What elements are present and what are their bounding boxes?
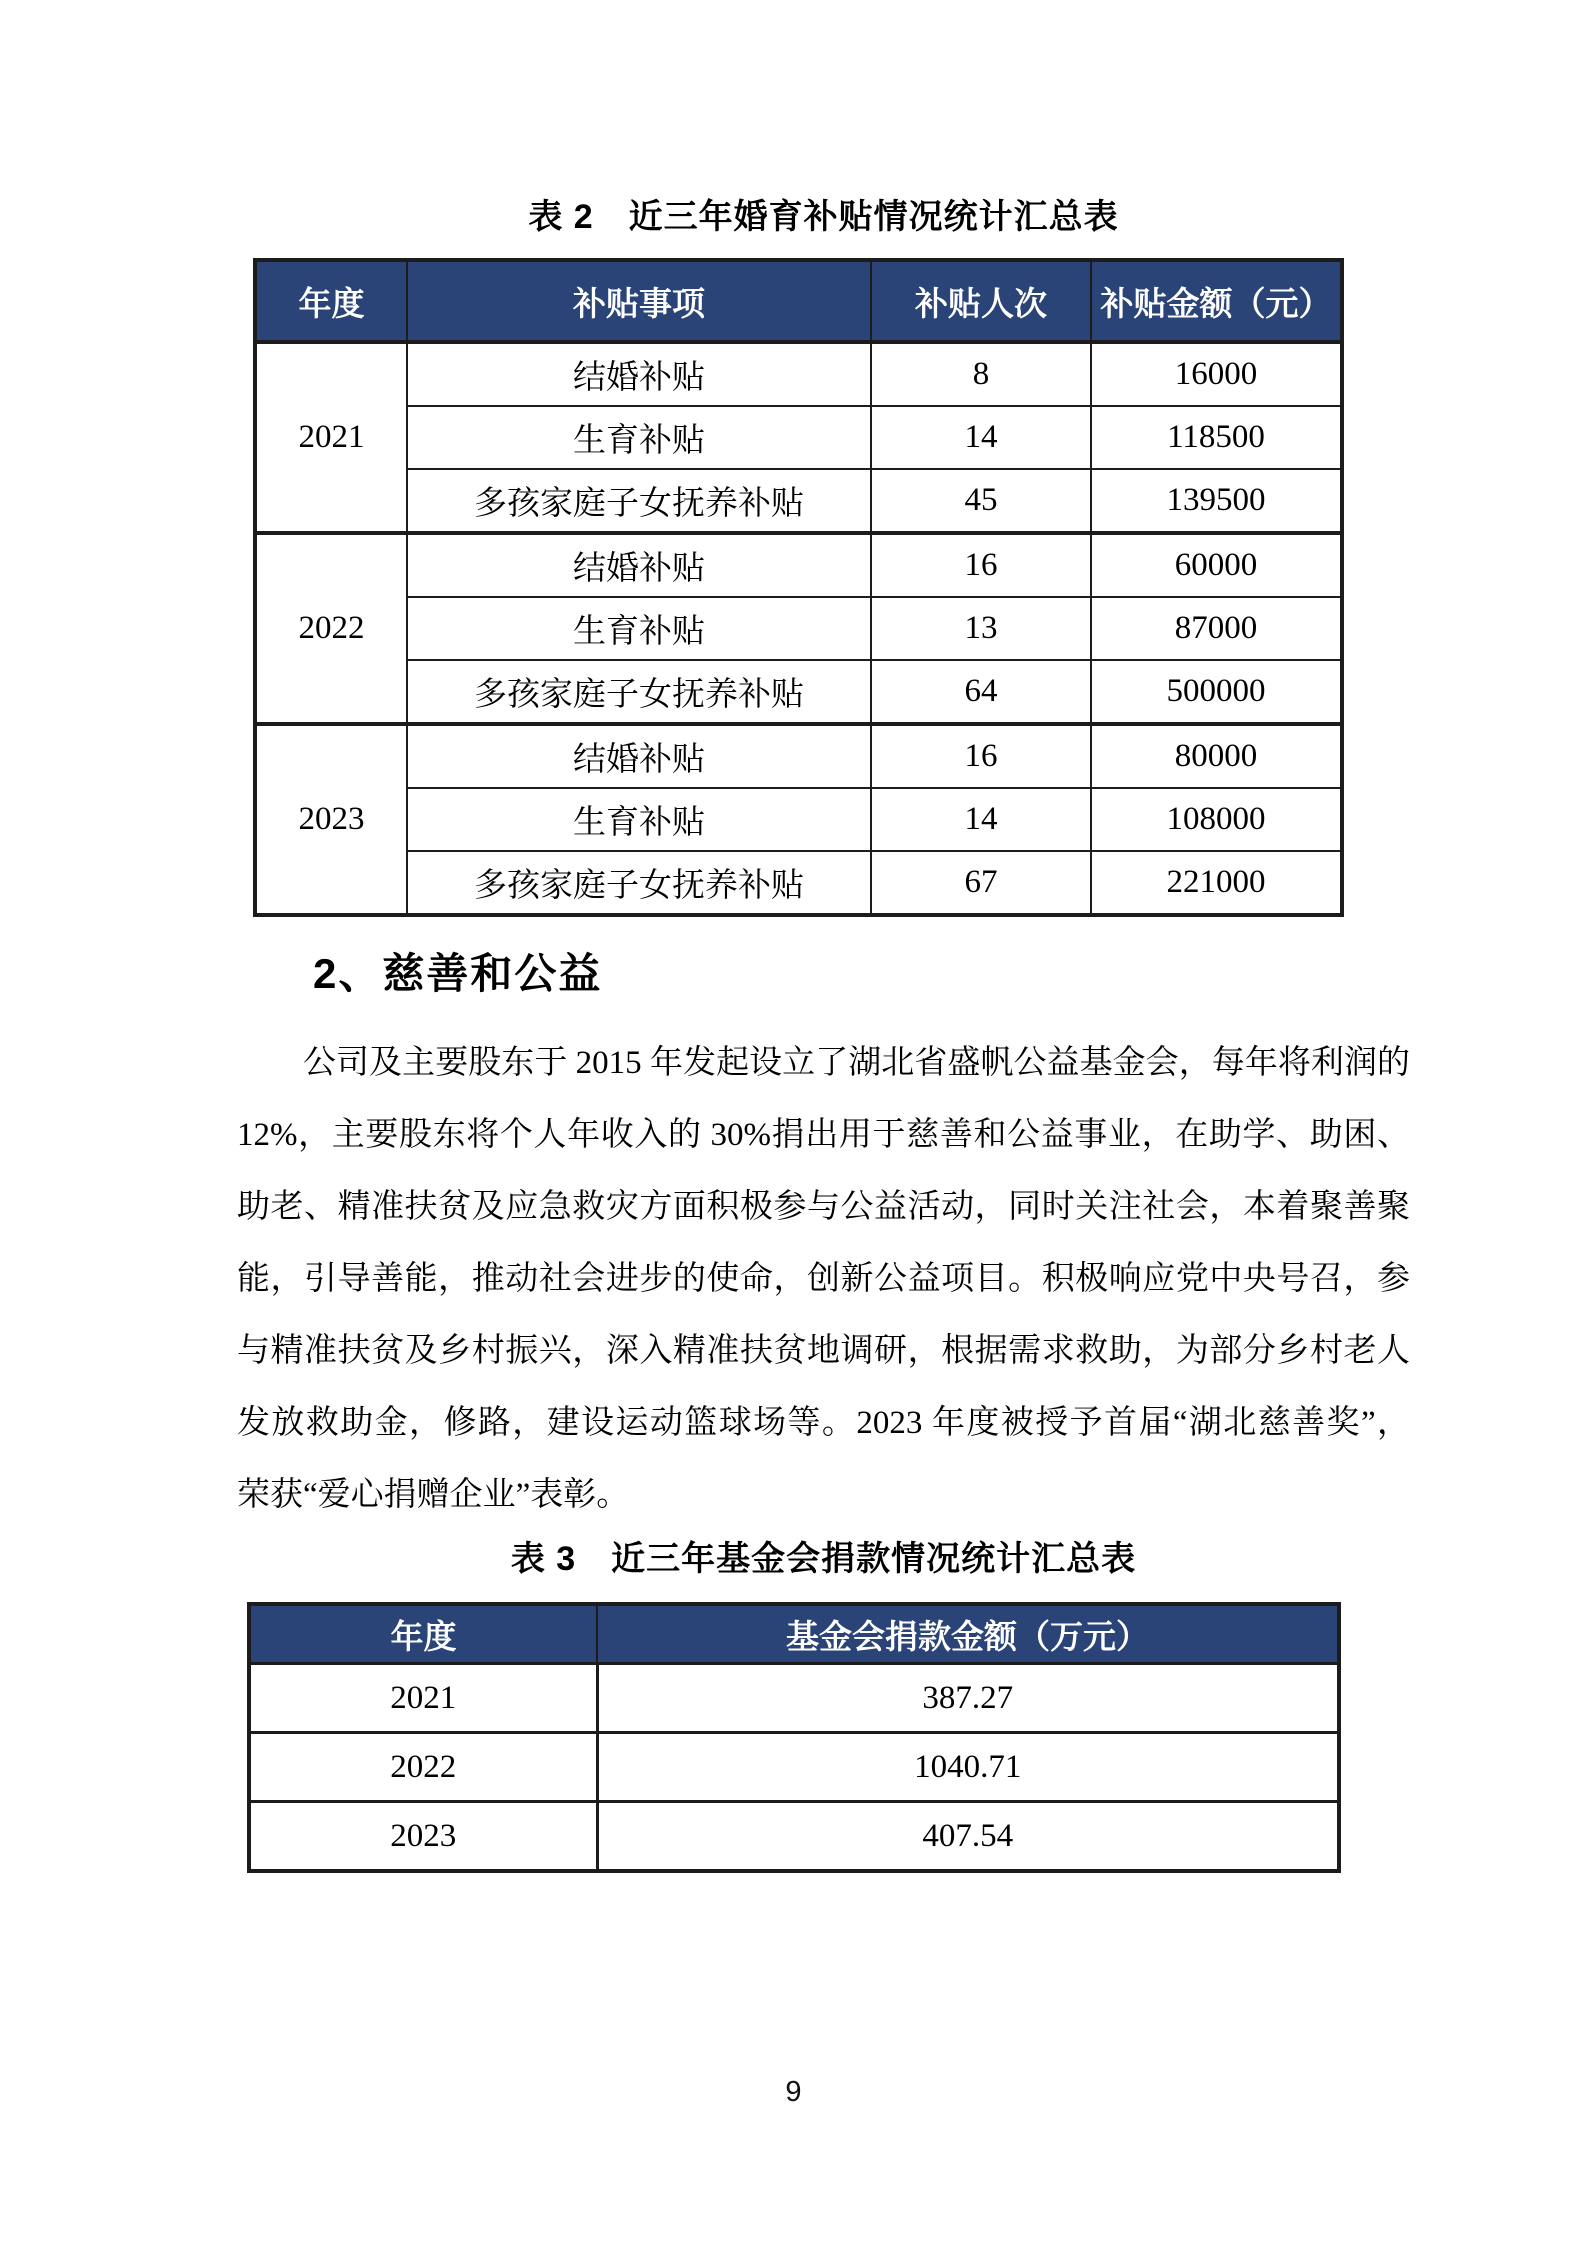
table-row (255, 788, 1342, 851)
table-cell: 多孩家庭子女抚养补贴 (407, 469, 871, 533)
table-cell: 118500 (1091, 406, 1342, 469)
table-cell: 14 (871, 406, 1091, 469)
year-cell: 2023 (255, 724, 407, 915)
paragraph-line: 荣获“爱心捐赠企业”表彰。 (237, 1477, 630, 1513)
table-cell: 14 (871, 788, 1091, 851)
table-row (249, 1802, 1339, 1872)
paragraph-line: 助老、精准扶贫及应急救灾方面积极参与公益活动，同时关注社会，本着聚善聚 (237, 1189, 1410, 1225)
table3-caption: 表 3 近三年基金会捐款情况统计汇总表 (510, 1540, 1137, 1578)
table-cell: 多孩家庭子女抚养补贴 (407, 660, 871, 724)
table-cell: 1040.71 (597, 1733, 1339, 1802)
paragraph-line: 能，引导善能，推动社会进步的使命，创新公益项目。积极响应党中央号召，参 (237, 1261, 1410, 1297)
table-row (255, 660, 1342, 724)
table-row (255, 342, 1342, 406)
table-cell: 67 (871, 851, 1091, 915)
table-cell: 45 (871, 469, 1091, 533)
table-cell: 多孩家庭子女抚养补贴 (407, 851, 871, 915)
table-cell: 407.54 (597, 1802, 1339, 1872)
column-header-year: 年度 (255, 260, 407, 342)
paragraph-line: 12%，主要股东将个人年收入的 30%捐出用于慈善和公益事业，在助学、助困、 (237, 1117, 1410, 1153)
table-cell: 64 (871, 660, 1091, 724)
column-header-person-times: 补贴人次 (871, 260, 1091, 342)
table-row (249, 1733, 1339, 1802)
paragraph-line: 与精准扶贫及乡村振兴，深入精准扶贫地调研，根据需求救助，为部分乡村老人 (237, 1333, 1410, 1369)
table-cell: 108000 (1091, 788, 1342, 851)
table-cell: 生育补贴 (407, 597, 871, 660)
table-cell: 387.27 (597, 1664, 1339, 1733)
page-number: 9 (785, 2076, 802, 2108)
table-row (255, 406, 1342, 469)
table-cell: 13 (871, 597, 1091, 660)
table-cell: 16 (871, 724, 1091, 788)
table-cell: 80000 (1091, 724, 1342, 788)
paragraph-line: 公司及主要股东于 2015 年发起设立了湖北省盛帆公益基金会，每年将利润的 (303, 1045, 1410, 1081)
table-cell: 139500 (1091, 469, 1342, 533)
table-cell: 结婚补贴 (407, 342, 871, 406)
year-cell: 2021 (255, 342, 407, 533)
column-header-year: 年度 (249, 1604, 597, 1664)
year-cell: 2022 (255, 533, 407, 724)
table-row (255, 469, 1342, 533)
table-cell: 生育补贴 (407, 406, 871, 469)
table-row (255, 724, 1342, 788)
table-row (255, 851, 1342, 915)
table-cell: 87000 (1091, 597, 1342, 660)
table-row (255, 533, 1342, 597)
table-cell: 2022 (249, 1733, 597, 1802)
table-cell: 221000 (1091, 851, 1342, 915)
table-cell: 2021 (249, 1664, 597, 1733)
table-cell: 结婚补贴 (407, 724, 871, 788)
marriage-birth-subsidy-table (253, 258, 1344, 917)
table-cell: 结婚补贴 (407, 533, 871, 597)
table-row (255, 597, 1342, 660)
section-heading: 2、慈善和公益 (313, 950, 603, 997)
foundation-donation-table (247, 1602, 1341, 1873)
table-cell: 500000 (1091, 660, 1342, 724)
table3-header-row (249, 1604, 1339, 1664)
table-cell: 16 (871, 533, 1091, 597)
table-cell: 16000 (1091, 342, 1342, 406)
table-cell: 8 (871, 342, 1091, 406)
charity-paragraph (237, 1027, 1410, 1531)
column-header-donation-amount: 基金会捐款金额（万元） (597, 1604, 1339, 1664)
table-cell: 生育补贴 (407, 788, 871, 851)
table-cell: 2023 (249, 1802, 597, 1872)
table-cell: 60000 (1091, 533, 1342, 597)
column-header-subsidy-item: 补贴事项 (407, 260, 871, 342)
column-header-amount: 补贴金额（元） (1091, 260, 1342, 342)
table-row (249, 1664, 1339, 1733)
table2-caption: 表 2 近三年婚育补贴情况统计汇总表 (528, 198, 1119, 236)
table2-header-row (255, 260, 1342, 342)
paragraph-line: 发放救助金，修路，建设运动篮球场等。2023 年度被授予首届“湖北慈善奖”， (237, 1405, 1410, 1441)
